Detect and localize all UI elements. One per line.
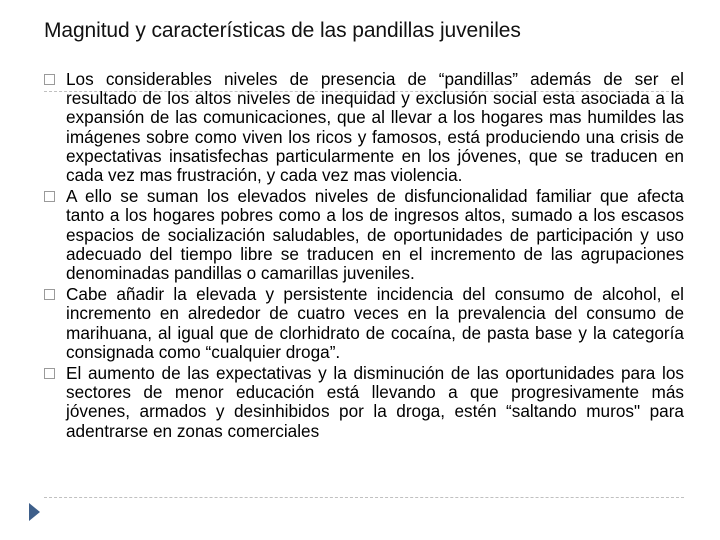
bullet-text: Los considerables niveles de presencia de “pandillas” además de ser el resultado de los altos niveles de inequidad y exclusión social esta asociada a la expansión de las comunicaciones, que al llevar a los hogares mas humildes las imágenes sobre como viven los ricos y famosos, está produciendo una crisis de expectativas insatisfechas particularmente en los jóvenes, que se traducen en cada vez mas frustración, y cada vez mas violencia. — [66, 69, 684, 186]
bullet-item — [44, 285, 684, 362]
checkbox-bullet-icon — [44, 289, 55, 300]
bullet-item — [44, 364, 684, 441]
checkbox-bullet-icon — [44, 191, 55, 202]
checkbox-bullet-icon — [44, 368, 55, 379]
bullet-item — [44, 70, 684, 185]
slide-title: Magnitud y características de las pandillas juveniles — [44, 19, 521, 42]
bullet-text: A ello se suman los elevados niveles de disfuncionalidad familiar que afecta tanto a los hogares pobres como a los de ingresos altos, sumado a los escasos espacios de socialización saludables, de oportunidades de participación y uso adecuado del tiempo libre se traducen en el incremento de las agrupaciones denominadas pandillas o camarillas juveniles. — [66, 186, 684, 284]
play-arrow-icon[interactable] — [29, 503, 40, 521]
bullet-item — [44, 187, 684, 283]
bullet-text: Cabe añadir la elevada y persistente incidencia del consumo de alcohol, el incremento en alrededor de cuatro veces en la prevalencia del consumo de marihuana, al igual que de clorhidrato de cocaína, de pasta base y la categoría consignada como “cualquier droga”. — [66, 284, 684, 362]
bullet-text: El aumento de las expectativas y la disminución de las oportunidades para los sectores de menor educación está llevando a que progresivamente más jóvenes, armados y desinhibidos por la droga, estén “saltando muros" para adentrarse en zonas comerciales — [66, 363, 684, 441]
checkbox-bullet-icon — [44, 74, 55, 85]
footer-separator — [44, 497, 684, 498]
bullet-list — [44, 70, 684, 443]
